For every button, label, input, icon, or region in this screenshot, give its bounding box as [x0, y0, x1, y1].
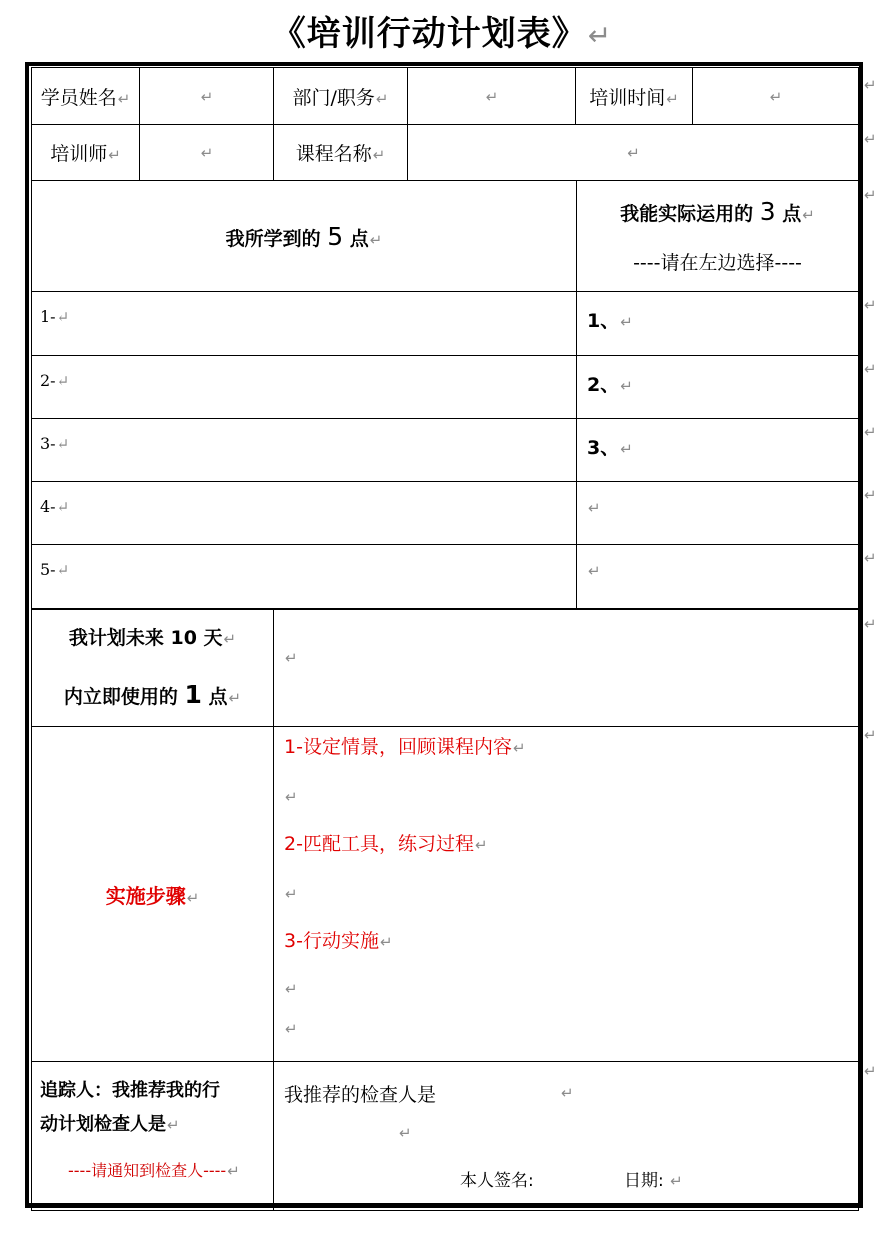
row-mark-icon: ↵ — [864, 549, 877, 567]
plan-table — [31, 609, 859, 1211]
course-input[interactable]: ↵ — [408, 125, 859, 181]
signature-label: 本人签名: — [460, 1171, 534, 1191]
dept-label: 部门/职务↵ — [274, 68, 408, 125]
time-label: 培训时间↵ — [576, 68, 693, 125]
step-item: 1-设定情景，回顾课程内容↵ ↵ — [284, 736, 526, 806]
learned-item[interactable]: 5-↵ — [32, 545, 577, 609]
apply-subheader: ----请在左边选择---- — [633, 252, 802, 274]
apply-header: 我能实际运用的 3 点↵ ----请在左边选择---- — [577, 181, 859, 292]
row-mark-icon: ↵ — [864, 423, 877, 441]
learning-table — [31, 180, 859, 609]
plan-input[interactable]: ↵ — [274, 610, 859, 727]
time-input[interactable]: ↵ — [693, 68, 859, 125]
recommend-text: 我推荐的检查人是 — [284, 1084, 437, 1106]
steps-label: 实施步骤↵ — [32, 727, 274, 1062]
row-mark-icon: ↵ — [864, 296, 877, 314]
steps-content[interactable]: 1-设定情景，回顾课程内容↵ ↵ 2-匹配工具，练习过程↵ ↵ 3-行动实施↵ ↵ ↵ — [274, 727, 859, 1062]
step-item: 3-行动实施↵ — [284, 930, 393, 952]
learned-header: 我所学到的 5 点↵ — [32, 181, 577, 292]
row-mark-icon: ↵ — [864, 130, 877, 148]
apply-item[interactable]: ↵ — [577, 545, 859, 609]
apply-item[interactable]: 1、↵ — [577, 292, 859, 356]
row-mark-icon: ↵ — [864, 486, 877, 504]
learned-item[interactable]: 3-↵ — [32, 419, 577, 482]
trainer-label: 培训师↵ — [32, 125, 140, 181]
page-title: 《培训行动计划表》↵ — [271, 14, 613, 54]
row-mark-icon: ↵ — [864, 360, 877, 378]
learned-item[interactable]: 1-↵ — [32, 292, 577, 356]
plan-label: 我计划未来 10 天↵ 内立即使用的 1 点↵ — [32, 610, 274, 727]
trainee-input[interactable]: ↵ — [140, 68, 274, 125]
learned-item[interactable]: 2-↵ — [32, 356, 577, 419]
tracker-note: ----请通知到检查人----↵ — [68, 1161, 240, 1180]
learned-item[interactable]: 4-↵ — [32, 482, 577, 545]
info-table — [31, 67, 859, 181]
apply-item[interactable]: 3、↵ — [577, 419, 859, 482]
course-label: 课程名称↵ — [274, 125, 408, 181]
dept-input[interactable]: ↵ — [408, 68, 576, 125]
row-mark-icon: ↵ — [864, 186, 877, 204]
step-item: 2-匹配工具，练习过程↵ ↵ — [284, 833, 488, 903]
paragraph-mark-icon: ↵ — [587, 19, 613, 52]
date-label: 日期: ↵ — [624, 1171, 683, 1191]
row-mark-icon: ↵ — [864, 726, 877, 744]
apply-item[interactable]: ↵ — [577, 482, 859, 545]
trainer-input[interactable]: ↵ — [140, 125, 274, 181]
trainee-label: 学员姓名↵ — [32, 68, 140, 125]
tracker-label: 追踪人：我推荐我的行 动计划检查人是↵ ----请通知到检查人----↵ — [32, 1062, 274, 1211]
apply-item[interactable]: 2、↵ — [577, 356, 859, 419]
tracker-input[interactable]: 我推荐的检查人是 ↵ ↵ 本人签名: 日期: ↵ — [274, 1062, 859, 1211]
row-mark-icon: ↵ — [864, 1062, 877, 1080]
row-mark-icon: ↵ — [864, 615, 877, 633]
row-mark-icon: ↵ — [864, 76, 877, 94]
